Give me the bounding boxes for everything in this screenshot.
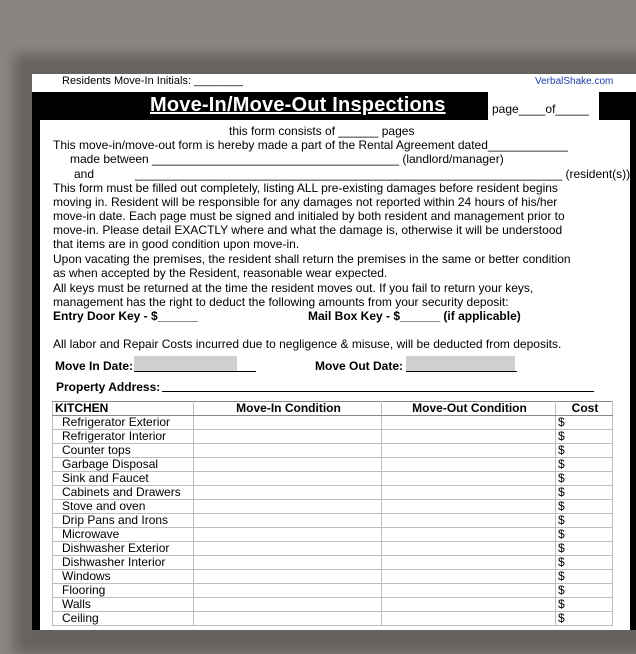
table-row xyxy=(53,514,613,528)
cost-cell[interactable]: $ xyxy=(556,486,613,500)
move-out-date-label: Move Out Date: xyxy=(315,359,404,373)
move-out-condition-cell[interactable] xyxy=(382,430,556,444)
property-address-underline[interactable] xyxy=(162,391,594,392)
move-in-date-underline xyxy=(134,371,256,372)
move-in-condition-cell[interactable] xyxy=(194,444,382,458)
room-item-label: Walls xyxy=(53,598,194,612)
move-out-condition-cell[interactable] xyxy=(382,542,556,556)
paragraph-line: move-in. Please detail EXACTLY where and what the damage is, otherwise it will be understood xyxy=(53,223,563,237)
move-in-condition-cell[interactable] xyxy=(194,486,382,500)
move-out-condition-cell[interactable] xyxy=(382,458,556,472)
room-item-label: Sink and Faucet xyxy=(53,472,194,486)
kitchen-inspection-table xyxy=(52,401,613,626)
room-item-label: Drip Pans and Irons xyxy=(53,514,194,528)
brand-watermark: VerbalShake.com xyxy=(535,76,614,87)
move-out-condition-cell[interactable] xyxy=(382,444,556,458)
room-item-label: Dishwasher Exterior xyxy=(53,542,194,556)
move-out-condition-cell[interactable] xyxy=(382,486,556,500)
agreement-line: This move-in/move-out form is hereby made a part of the Rental Agreement dated____________ xyxy=(53,138,568,152)
cost-cell[interactable]: $ xyxy=(556,556,613,570)
move-out-condition-cell[interactable] xyxy=(382,514,556,528)
move-in-condition-cell[interactable] xyxy=(194,416,382,430)
cost-cell[interactable]: $ xyxy=(556,472,613,486)
move-in-condition-cell[interactable] xyxy=(194,584,382,598)
move-out-condition-cell[interactable] xyxy=(382,570,556,584)
room-item-label: Refrigerator Interior xyxy=(53,430,194,444)
paragraph-line: moving in. Resident will be responsible for any damages not reported within 24 hours of his/her xyxy=(53,195,558,209)
move-in-condition-cell[interactable] xyxy=(194,514,382,528)
room-item-label: Cabinets and Drawers xyxy=(53,486,194,500)
labor-costs-notice: All labor and Repair Costs incurred due to negligence & misuse, will be deducted from deposits. xyxy=(53,337,562,351)
kitchen-rows xyxy=(53,416,613,626)
move-in-condition-cell[interactable] xyxy=(194,528,382,542)
move-in-condition-cell[interactable] xyxy=(194,598,382,612)
paragraph-line: management has the right to deduct the following amounts from your security deposit: xyxy=(53,295,509,309)
table-row xyxy=(53,472,613,486)
room-item-label: Microwave xyxy=(53,528,194,542)
entry-door-key-fee: Entry Door Key - $______ xyxy=(53,309,198,323)
cost-cell[interactable]: $ xyxy=(556,458,613,472)
kitchen-header: KITCHEN xyxy=(53,402,194,416)
move-in-condition-cell[interactable] xyxy=(194,542,382,556)
landlord-line: made between _____________________________________ (landlord/manager) xyxy=(70,152,504,166)
form-page xyxy=(32,74,636,630)
paragraph-line: move-in date. Each page must be signed and initialed by both resident and management prior to xyxy=(53,209,565,223)
table-row xyxy=(53,542,613,556)
move-in-condition-cell[interactable] xyxy=(194,430,382,444)
move-in-date-field[interactable] xyxy=(134,356,237,371)
move-out-date-field[interactable] xyxy=(406,356,515,371)
resident-initials: Residents Move-In Initials: ________ xyxy=(62,75,243,87)
move-in-condition-cell[interactable] xyxy=(194,556,382,570)
cost-cell[interactable]: $ xyxy=(556,528,613,542)
table-row xyxy=(53,598,613,612)
move-in-date-label: Move In Date: xyxy=(55,359,134,373)
paragraph-line: All keys must be returned at the time the resident moves out. If you fail to return your keys, xyxy=(53,281,534,295)
room-item-label: Refrigerator Exterior xyxy=(53,416,194,430)
property-address-label: Property Address: xyxy=(56,380,161,394)
table-row xyxy=(53,612,613,626)
move-out-condition-cell[interactable] xyxy=(382,500,556,514)
right-frame xyxy=(630,120,636,630)
resident-line: ________________________________________________________________ (resident(s)) xyxy=(135,167,631,181)
mail-box-key-fee: Mail Box Key - $______ (if applicable) xyxy=(308,309,521,323)
move-out-condition-cell[interactable] xyxy=(382,416,556,430)
move-out-condition-cell[interactable] xyxy=(382,612,556,626)
move-out-condition-cell[interactable] xyxy=(382,472,556,486)
move-out-condition-cell[interactable] xyxy=(382,556,556,570)
table-row xyxy=(53,458,613,472)
cost-cell[interactable]: $ xyxy=(556,416,613,430)
room-item-label: Ceiling xyxy=(53,612,194,626)
table-row xyxy=(53,528,613,542)
paragraph-line: Upon vacating the premises, the resident shall return the premises in the same or better condition xyxy=(53,252,571,266)
table-row xyxy=(53,556,613,570)
move-out-condition-cell[interactable] xyxy=(382,584,556,598)
cost-cell[interactable]: $ xyxy=(556,598,613,612)
paragraph-line: as when accepted by the Resident, reasonable wear expected. xyxy=(53,266,388,280)
move-in-condition-cell[interactable] xyxy=(194,612,382,626)
left-frame xyxy=(32,120,40,630)
move-out-condition-cell[interactable] xyxy=(382,528,556,542)
paragraph-line: that items are in good condition upon move-in. xyxy=(53,237,300,251)
cost-cell[interactable]: $ xyxy=(556,612,613,626)
cost-header: Cost xyxy=(556,402,613,416)
and-label: and xyxy=(74,167,95,181)
title-bar-end xyxy=(599,92,636,120)
cost-cell[interactable]: $ xyxy=(556,514,613,528)
table-row xyxy=(53,416,613,430)
form-title: Move-In/Move-Out Inspections xyxy=(150,94,446,116)
room-item-label: Garbage Disposal xyxy=(53,458,194,472)
paragraph-line: This form must be filled out completely, listing ALL pre-existing damages before resident begins xyxy=(53,181,558,195)
move-in-condition-header: Move-In Condition xyxy=(194,402,382,416)
cost-cell[interactable]: $ xyxy=(556,584,613,598)
move-in-condition-cell[interactable] xyxy=(194,500,382,514)
table-row xyxy=(53,444,613,458)
move-out-condition-cell[interactable] xyxy=(382,598,556,612)
room-item-label: Stove and oven xyxy=(53,500,194,514)
room-item-label: Flooring xyxy=(53,584,194,598)
table-row xyxy=(53,430,613,444)
cost-cell[interactable]: $ xyxy=(556,430,613,444)
table-row xyxy=(53,570,613,584)
cost-cell[interactable]: $ xyxy=(556,500,613,514)
move-in-condition-cell[interactable] xyxy=(194,472,382,486)
cost-cell[interactable]: $ xyxy=(556,444,613,458)
cost-cell[interactable]: $ xyxy=(556,542,613,556)
room-item-label: Dishwasher Interior xyxy=(53,556,194,570)
room-item-label: Windows xyxy=(53,570,194,584)
room-item-label: Counter tops xyxy=(53,444,194,458)
move-out-date-underline xyxy=(406,371,517,372)
table-row xyxy=(53,500,613,514)
table-header-row xyxy=(53,402,613,416)
move-in-condition-cell[interactable] xyxy=(194,570,382,584)
table-row xyxy=(53,486,613,500)
page-count-line: this form consists of ______ pages xyxy=(229,124,415,138)
move-in-condition-cell[interactable] xyxy=(194,458,382,472)
move-out-condition-header: Move-Out Condition xyxy=(382,402,556,416)
page-number-field: page____of_____ xyxy=(492,102,589,116)
cost-cell[interactable]: $ xyxy=(556,570,613,584)
table-row xyxy=(53,584,613,598)
